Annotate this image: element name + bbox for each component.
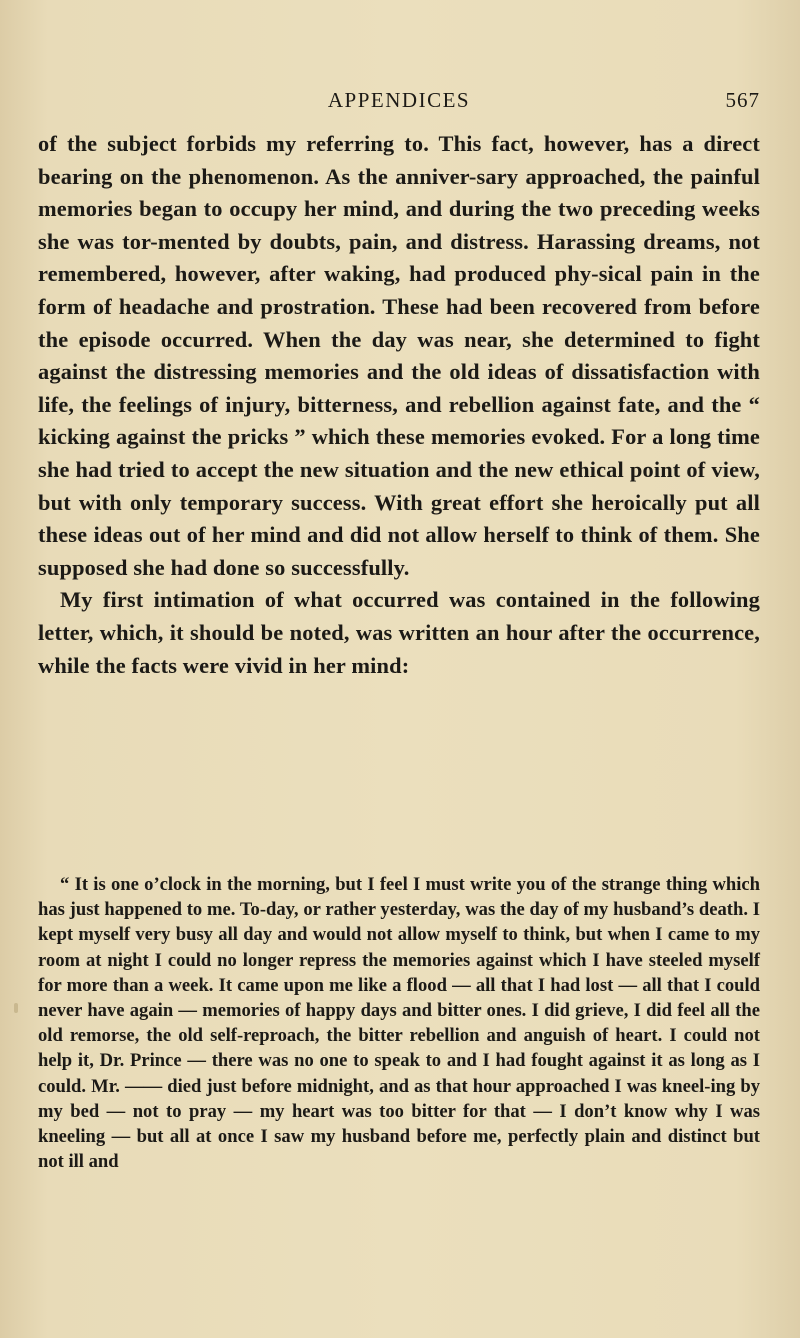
page-smudge: [14, 1003, 18, 1013]
body-text: [38, 128, 760, 682]
page-number: 567: [725, 88, 760, 112]
paragraph-intimation: My first intimation of what occurred was contained in the following letter, which, it should be noted, was written an hour after the occurrence, while the facts were vivid in her mind:: [38, 587, 760, 678]
page-header: [38, 88, 760, 118]
running-head: APPENDICES: [327, 88, 471, 112]
letter-quote: “ It is one o’clock in the morning, but I feel I must write you of the strange thing which has just happened to me. To-day, or rather yesterday, was the day of my husband’s death. I kept myself very busy all day and would not allow myself to think, but when I came to my room at night I could no longer repress the memories against which I have steeled myself for more than a week. It came upon me like a flood — all that I had lost — all that I could never have again — memories of happy days and bitter ones. I did grieve, I did feel all the old remorse, the old self-reproach, the bitter rebellion and anguish of heart. I could not help it, Dr. Prince — there was no one to speak to and I had fought against it as long as I could. Mr. —— died just before midnight, and as that hour approached I was kneel-ing by my bed — not to pray — my heart was too bitter for that — I don’t know why I was kneeling — but all at once I saw my husband before me, perfectly plain and distinct but not ill and: [38, 874, 760, 1173]
paragraph-continued: of the subject forbids my referring to. This fact, however, has a direct bearing on the phenomenon. As the anniver-sary approached, the painful memories began to occupy her mind, and during the two preceding weeks she was tor-mented by doubts, pain, and distress. Harassing dreams, not remembered, however, after waking, had produced phy-sical pain in the form of headache and prostration. These had been recovered from before the episode occurred. When the day was near, she determined to fight against the distressing memories and the old ideas of dissatisfaction with life, the feelings of injury, bitterness, and rebellion against fate, and the “ kicking against the pricks ” which these memories evoked. For a long time she had tried to accept the new situation and the new ethical point of view, but with only temporary success. With great effort she heroically put all these ideas out of her mind and did not allow herself to think of them. She supposed she had done so successfully.: [38, 131, 760, 580]
